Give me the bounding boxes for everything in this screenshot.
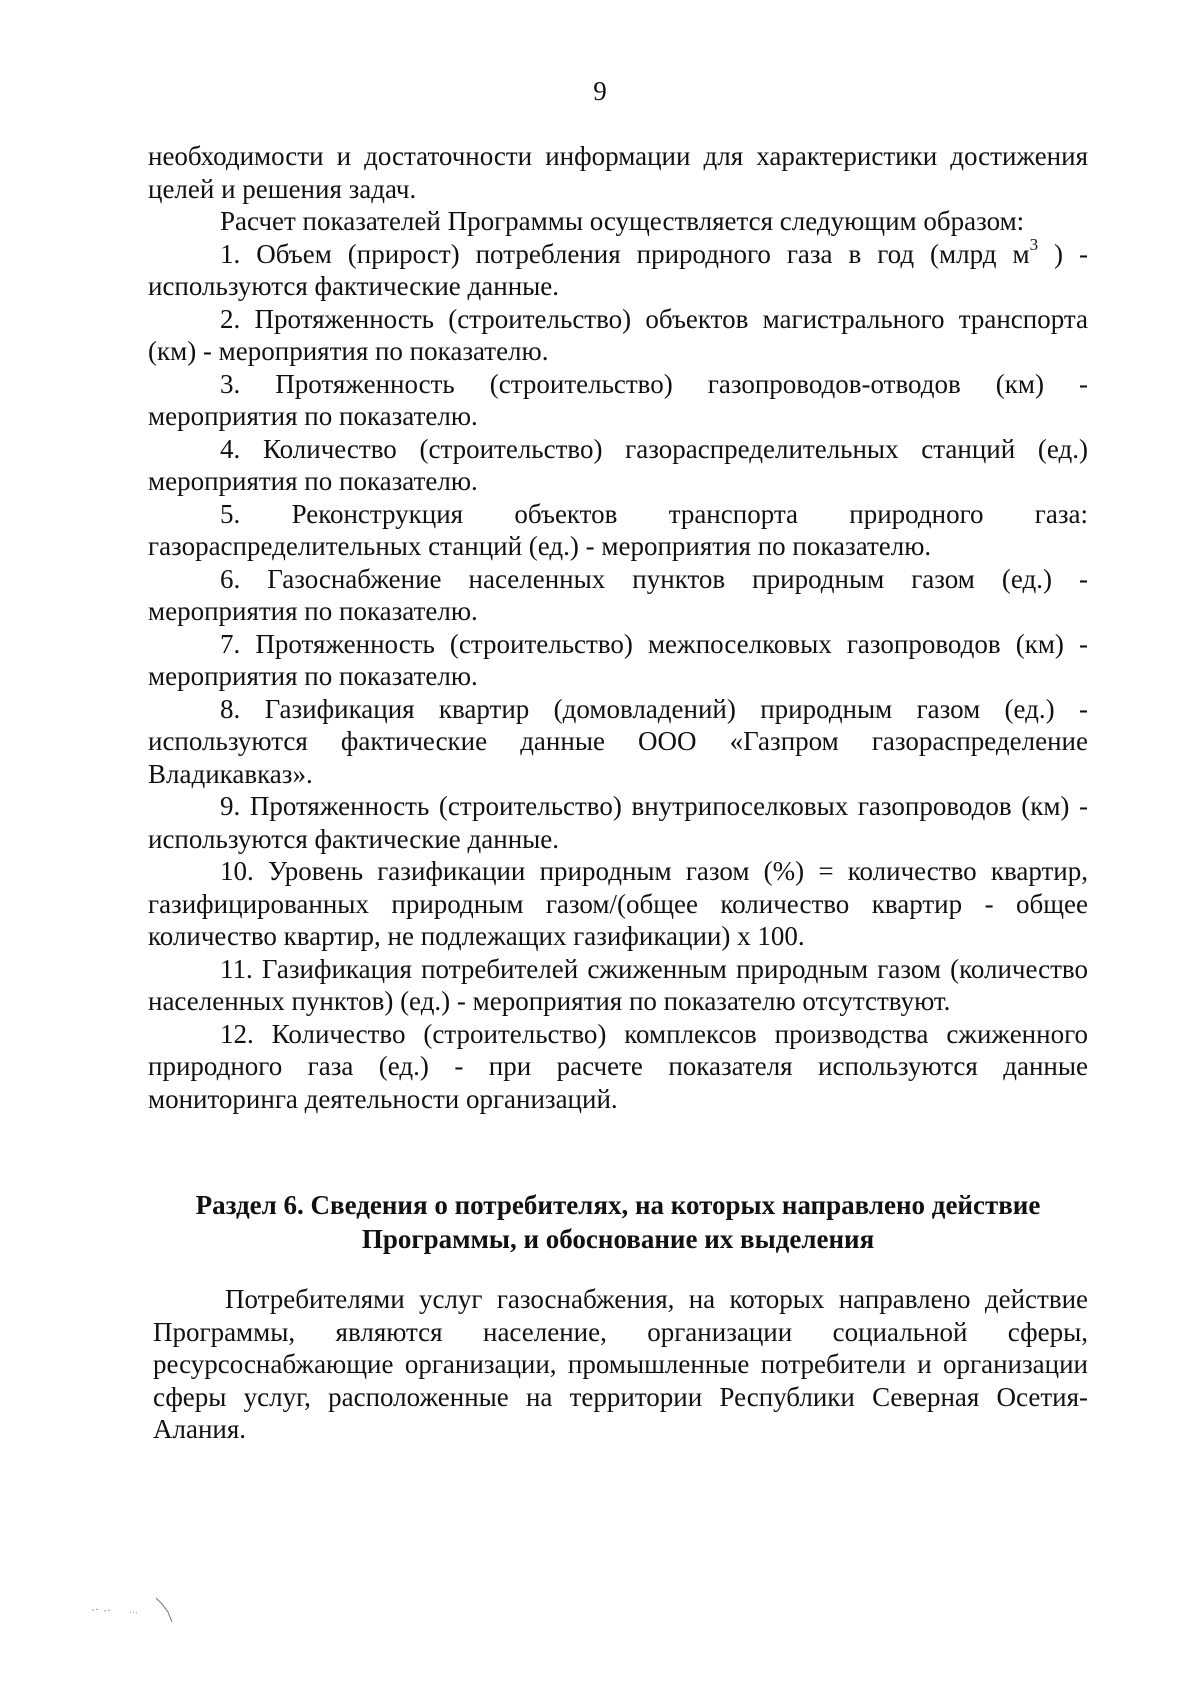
section-6-body xyxy=(153,1283,1088,1446)
page-number: 9 xyxy=(593,76,607,106)
list-item-6: 6. Газоснабжение населенных пунктов природным газом (ед.) - мероприятия по показателю. xyxy=(148,563,1088,626)
list-item-4: 4. Количество (строительство) газораспределительных станций (ед.) мероприятия по показателю. xyxy=(148,433,1088,496)
list-item-2: 2. Протяженность (строительство) объектов магистрального транспорта (км) - мероприятия по показателю. xyxy=(148,303,1088,366)
list-item-3: 3. Протяженность (строительство) газопроводов-отводов (км) - мероприятия по показателю. xyxy=(148,368,1088,431)
list-item-5: 5. Реконструкция объектов транспорта природного газа: газораспределительных станций (ед.) - мероприятия по показателю. xyxy=(148,498,1088,561)
section-6-heading-line-1: Раздел 6. Сведения о потребителях, на которых направлено действие xyxy=(195,1190,1041,1220)
list-item-11: 11. Газификация потребителей сжиженным природным газом (количество населенных пунктов) (ед.) - мероприятия по показателю отсутствуют. xyxy=(148,953,1088,1016)
list-item-12: 12. Количество (строительство) комплексов производства сжиженного природного газа (ед.) - при расчете показателя используются данные мониторинга деятельности организаций. xyxy=(148,1018,1088,1114)
list-item-9: 9. Протяженность (строительство) внутрипоселковых газопроводов (км) - используются фактические данные. xyxy=(148,791,1088,854)
list-item-1-text: 1. Объем (прирост) потребления природного газа в год (млрд м xyxy=(220,238,1030,269)
section-6-paragraph: Потребителями услуг газоснабжения, на которых направлено действие Программы, являются население, организации социальной сферы, ресурсоснабжающие организации, промышленные потребители и организации сферы услуг, расположенные на территории Республики Северная Осетия-Алания. xyxy=(153,1284,1088,1444)
intro-paragraph: необходимости и достаточности информации для характеристики достижения целей и решения задач. xyxy=(148,141,1088,204)
scan-artifact-mark xyxy=(90,1592,205,1628)
section-6-heading-line-2: Программы, и обоснование их выделения xyxy=(361,1224,875,1254)
list-item-1-text-end: ) - используются фактические данные. xyxy=(148,238,1089,301)
list-item-7: 7. Протяженность (строительство) межпоселковых газопроводов (км) - мероприятия по показателю. xyxy=(148,628,1088,691)
calc-intro-paragraph: Расчет показателей Программы осуществляется следующим образом: xyxy=(220,206,1025,236)
cubic-superscript: 3 xyxy=(1029,234,1039,254)
list-item-8: 8. Газификация квартир (домовладений) природным газом (ед.) - используются фактические данные ООО «Газпром газораспределение Владикавказ». xyxy=(148,693,1088,789)
list-item-1 xyxy=(148,234,1089,303)
section-6-heading xyxy=(148,1188,1088,1256)
body-text xyxy=(148,140,1088,1115)
list-item-10: 10. Уровень газификации природным газом (%) = количество квартир, газифицированных природным газом/(общее количество квартир - общее количество квартир, не подлежащих газификации) х 100. xyxy=(148,856,1088,951)
